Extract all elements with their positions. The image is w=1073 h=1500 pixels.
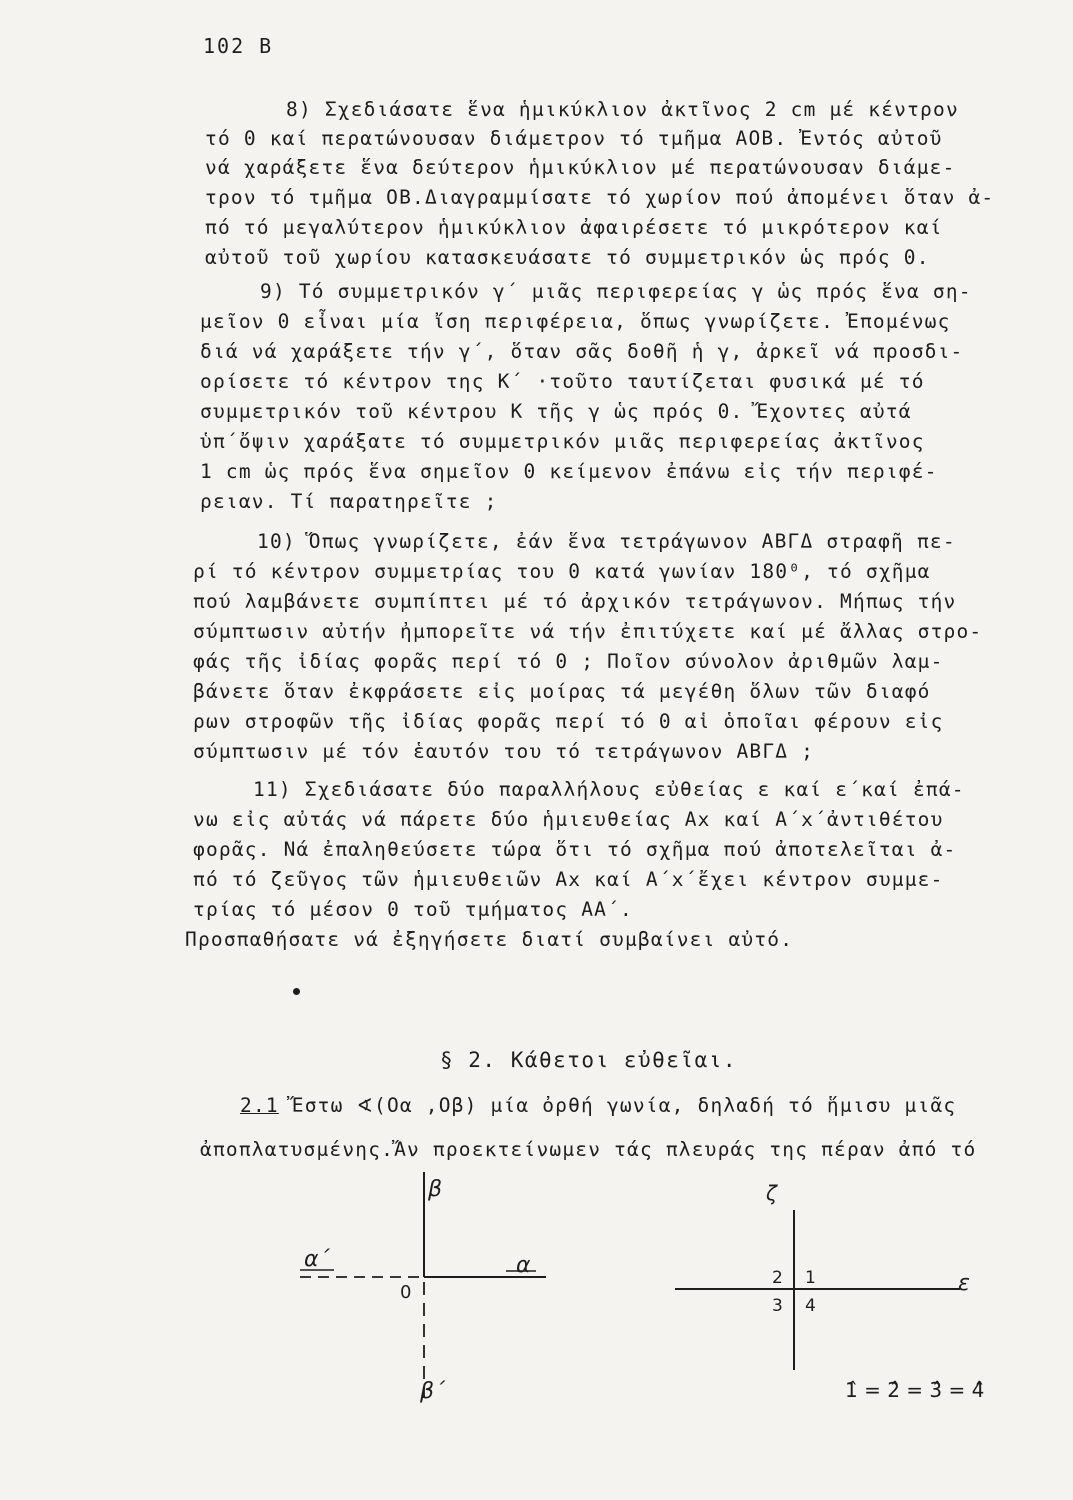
paragraph-text: Ἔστω ∢(Οα ,Οβ) μία ὀρθή γωνία, δηλαδή τό ἥμισυ μιᾶς [291, 1094, 957, 1117]
page-number: 102 Β [203, 34, 274, 58]
angle-label-1: 1 [805, 1268, 816, 1288]
text-line: 1 cm ὡς πρός ἕνα σημεῖον 0 κείμενον ἐπάνω εἰς τήν περιφέ- [200, 460, 938, 483]
text-line: Προσπαθήσατε νά ἐξηγήσετε διατί συμβαίνει αὐτό. [185, 928, 794, 951]
text-line: βάνετε ὅταν ἐκφράσετε εἰς μοίρας τά μεγέθη ὅλων τῶν διαφό [193, 680, 931, 703]
paragraph-number: 2.1 [240, 1094, 279, 1117]
text-line: ρειαν. Τί παρατηρεῖτε ; [200, 490, 498, 513]
text-line: φορᾶς. Νά ἐπαληθεύσετε τώρα ὅτι τό σχῆμα πού ἀποτελεῖται ἀ- [193, 838, 957, 861]
text-line: 10) Ὅπως γνωρίζετε, ἐάν ἕνα τετράγωνον ΑΒΓΔ στραφῆ πε- [257, 530, 956, 553]
right-angle-figure [300, 1172, 546, 1404]
text-line: τρίας τό μέσον 0 τοῦ τμήματος ΑΑ΄. [193, 898, 633, 921]
text-line: 8) Σχεδιάσατε ἕνα ἡμικύκλιον ἀκτῖνος 2 cm μέ κέντρον [286, 98, 959, 121]
label-alpha: α [516, 1253, 531, 1278]
text-line: πού λαμβάνετε συμπίπτει μέ τό ἀρχικόν τετράγωνον. Μήπως τήν [193, 590, 957, 613]
label-beta: β [428, 1177, 443, 1202]
angle-label-2: 2 [772, 1268, 783, 1288]
angle-label-3: 3 [772, 1296, 783, 1316]
label-origin: 0 [400, 1282, 412, 1303]
text-line: πό τό μεγαλύτερον ἡμικύκλιον ἀφαιρέσετε τό μικρότερον καί [205, 216, 943, 239]
angle-equality: 1̂ = 2̂ = 3̂ = 4̂ [845, 1378, 985, 1402]
text-line: 11) Σχεδιάσατε δύο παραλλήλους εὐθείας ε καί ε΄καί ἐπά- [253, 778, 965, 801]
text-line: 9) Τό συμμετρικόν γ΄ μιᾶς περιφερείας γ ὡς πρός ἕνα ση- [260, 280, 972, 303]
text-line: διά νά χαράξετε τήν γ΄, ὅταν σᾶς δοθῆ ἡ γ, ἀρκεῖ νά προσδι- [200, 340, 964, 363]
text-line: μεῖον 0 εἶναι μία ἴση περιφέρεια, ὅπως γνωρίζετε. Ἐπομένως [200, 310, 951, 333]
text-line: τό 0 καί περατώνουσαν διάμετρον τό τμῆμα ΑΟΒ. Ἐντός αὐτοῦ [205, 127, 943, 150]
text-line: ὑπ΄ὄψιν χαράξατε τό συμμετρικόν μιᾶς περιφερείας ἀκτῖνος [200, 430, 925, 453]
text-line: ορίσετε τό κέντρον της Κ΄ ·τοῦτο ταυτίζεται φυσικά μέ τό [200, 370, 925, 393]
label-epsilon: ε [958, 1271, 970, 1296]
angle-label-4: 4 [805, 1296, 816, 1316]
text-line: αὐτοῦ τοῦ χωρίου κατασκευάσατε τό συμμετρικόν ὡς πρός 0. [205, 246, 930, 269]
label-alpha-prime: α΄ [304, 1247, 330, 1272]
text-line: συμμετρικόν τοῦ κέντρου Κ τῆς γ ὡς πρός 0. Ἔχοντες αὐτά [200, 400, 912, 423]
paragraph-2-1-line-2: ἀποπλατυσμένης.Ἄν προεκτείνωμεν τάς πλευράς της πέραν ἀπό τό [200, 1138, 977, 1161]
label-beta-prime: β΄ [420, 1379, 446, 1404]
text-line: πό τό ζεῦγος τῶν ἡμιευθειῶν Αx καί Α΄x΄ἔχει κέντρον συμμε- [193, 868, 944, 891]
text-line: ρί τό κέντρον συμμετρίας του 0 κατά γωνίαν 180⁰, τό σχῆμα [193, 560, 931, 583]
label-zeta: ζ [766, 1181, 777, 1205]
text-line: ρων στροφῶν τῆς ἰδίας φορᾶς περί τό 0 αἱ ὁποῖαι φέρουν εἰς [193, 710, 944, 733]
text-line: σύμπτωσιν μέ τόν ἑαυτόν του τό τετράγωνον ΑΒΓΔ ; [193, 740, 815, 763]
text-line: τρον τό τμῆμα ΟΒ.Διαγραμμίσατε τό χωρίον πού ἀπομένει ὅταν ἀ- [205, 186, 995, 209]
perpendicular-lines-figure [675, 1181, 984, 1402]
text-line: σύμπτωσιν αὐτήν ἠμπορεῖτε νά τήν ἐπιτύχετε καί μέ ἄλλας στρο- [193, 620, 983, 643]
section-heading: § 2. Κάθετοι εὐθεῖαι. [440, 1048, 738, 1072]
text-line: φάς τῆς ἰδίας φορᾶς περί τό 0 ; Ποῖον σύνολον ἀριθμῶν λαμ- [193, 650, 944, 673]
text-line: νά χαράξετε ἕνα δεύτερον ἡμικύκλιον μέ περατώνουσαν διάμε- [205, 156, 956, 179]
text-line: νω εἰς αὐτάς νά πάρετε δύο ἡμιευθείας Αx καί Α΄x΄ἀντιθέτου [193, 808, 944, 831]
